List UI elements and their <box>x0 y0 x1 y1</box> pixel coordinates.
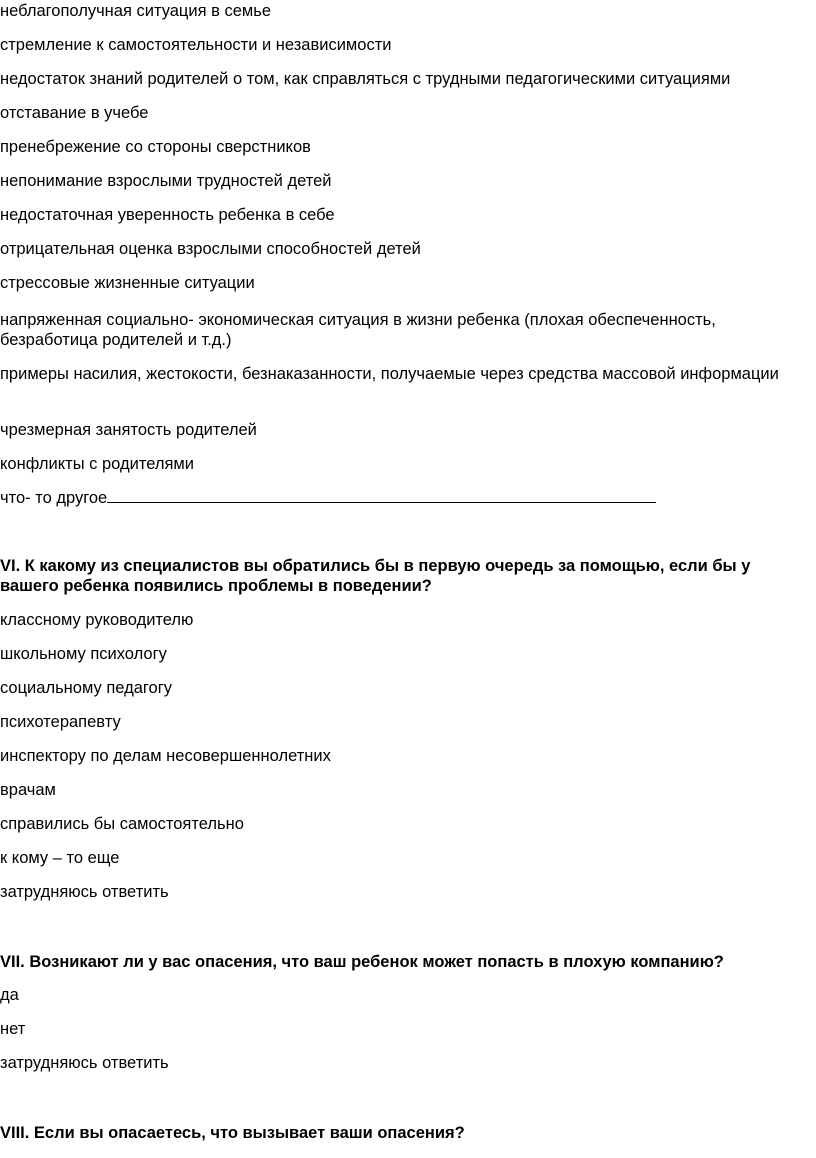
list-item: стрессовые жизненные ситуации <box>0 274 255 292</box>
list-item: недостаточная уверенность ребенка в себе <box>0 206 335 224</box>
list-item: отрицательная оценка взрослыми способностей детей <box>0 240 421 258</box>
list-item: примеры насилия, жестокости, безнаказанности, получаемые через средства массовой информации <box>0 365 779 383</box>
option: социальному педагогу <box>0 679 172 697</box>
list-item: чрезмерная занятость родителей <box>0 421 257 439</box>
option: нет <box>0 1020 26 1038</box>
option: справились бы самостоятельно <box>0 815 244 833</box>
other-line <box>0 488 656 508</box>
answer-blank-line <box>107 488 656 503</box>
option: да <box>0 986 19 1004</box>
list-item: пренебрежение со стороны сверстников <box>0 138 311 156</box>
list-item: неблагополучная ситуация в семье <box>0 2 272 20</box>
list-item: отставание в учебе <box>0 104 149 122</box>
question-8-title: VIII. Если вы опасаетесь, что вызывает ваши опасения? <box>0 1124 465 1142</box>
question-7-title: VII. Возникают ли у вас опасения, что ваш ребенок может попасть в плохую компанию? <box>0 953 724 971</box>
option: психотерапевту <box>0 713 121 731</box>
list-item: стремление к самостоятельности и независимости <box>0 36 392 54</box>
option: школьному психологу <box>0 645 167 663</box>
question-6-title: VI. К какому из специалистов вы обратились бы в первую очередь за помощью, если бы у вашего ребенка появились проблемы в поведении? <box>0 557 751 595</box>
other-label: что- то другое <box>0 489 108 507</box>
option: инспектору по делам несовершеннолетних <box>0 747 331 765</box>
option: классному руководителю <box>0 611 194 629</box>
list-item: непонимание взрослыми трудностей детей <box>0 172 332 190</box>
list-item: напряженная социально- экономическая ситуация в жизни ребенка (плохая обеспеченность, безработица родителей и т.д.) <box>0 311 716 349</box>
list-item: недостаток знаний родителей о том, как справляться с трудными педагогическими ситуациями <box>0 70 731 88</box>
option: к кому – то еще <box>0 849 120 867</box>
option: затрудняюсь ответить <box>0 883 169 901</box>
option: затрудняюсь ответить <box>0 1054 169 1072</box>
option: врачам <box>0 781 56 799</box>
list-item: конфликты с родителями <box>0 455 194 473</box>
